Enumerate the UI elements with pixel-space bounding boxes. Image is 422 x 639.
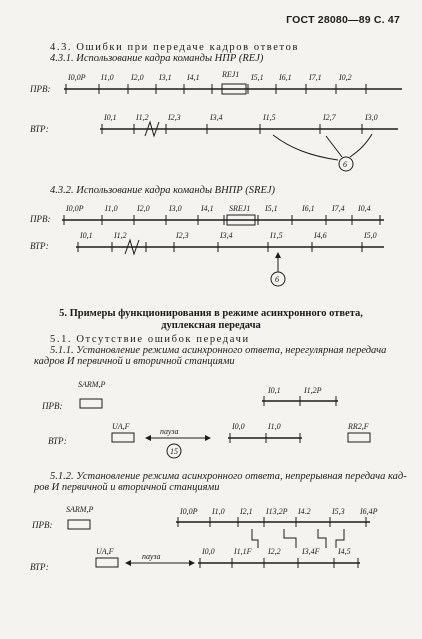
callout-number: 6 bbox=[343, 160, 347, 169]
svg-text:I2,1: I2,1 bbox=[240, 507, 253, 516]
vtr-frame-labels bbox=[103, 113, 378, 122]
svg-text:I3,0: I3,0 bbox=[169, 204, 182, 213]
svg-text:I1,2: I1,2 bbox=[136, 113, 149, 122]
svg-text:I2,7: I2,7 bbox=[323, 113, 336, 122]
section-5-1-title: 5.1. Отсутствие ошибок передачи bbox=[50, 334, 250, 345]
svg-text:I2,3: I2,3 bbox=[176, 231, 189, 240]
svg-text:I13,2P: I13,2P bbox=[266, 507, 288, 516]
vtr-label: ВТР: bbox=[48, 436, 67, 446]
section-5-title-line2: дуплексная передача bbox=[161, 320, 261, 331]
svg-text:I7,4: I7,4 bbox=[332, 204, 345, 213]
rr-frame-box bbox=[348, 433, 370, 442]
cross-reference-brackets bbox=[252, 529, 344, 548]
ua-frame-box bbox=[96, 558, 118, 567]
section-4-3-2-title: 4.3.2. Использование кадра команды ВНПР (SREJ) bbox=[50, 185, 276, 196]
svg-text:I2,0: I2,0 bbox=[131, 73, 144, 82]
svg-text:I1,5: I1,5 bbox=[263, 113, 276, 122]
pointer-arrow bbox=[350, 134, 372, 157]
arrow-head bbox=[275, 252, 281, 258]
svg-text:I2,2: I2,2 bbox=[268, 547, 281, 556]
timing-diagram-continuous bbox=[0, 502, 422, 582]
svg-text:I6,4P: I6,4P bbox=[360, 507, 378, 516]
svg-text:I0,0: I0,0 bbox=[202, 547, 215, 556]
svg-text:I1,0: I1,0 bbox=[268, 422, 281, 431]
vtr-frame-labels bbox=[79, 231, 377, 240]
callout-number: 6 bbox=[275, 275, 279, 284]
sarm-label: SARM,P bbox=[78, 380, 106, 389]
svg-text:REJ1: REJ1 bbox=[222, 70, 240, 79]
svg-text:I0,0: I0,0 bbox=[232, 422, 245, 431]
section-4-3-title: 4.3. Ошибки при передаче кадров ответов bbox=[50, 42, 300, 53]
prv-frame-labels bbox=[67, 70, 352, 82]
svg-text:I2,3: I2,3 bbox=[168, 113, 181, 122]
pause-label: пауза bbox=[142, 552, 161, 561]
svg-text:I6,1: I6,1 bbox=[302, 204, 315, 213]
svg-text:I1,5: I1,5 bbox=[270, 231, 283, 240]
sarm-frame-box bbox=[80, 399, 102, 408]
ua-label: UA,F bbox=[112, 422, 130, 431]
svg-text:I0,1: I0,1 bbox=[268, 386, 281, 395]
vtr-label: ВТР: bbox=[30, 241, 49, 251]
svg-text:I2,0: I2,0 bbox=[137, 204, 150, 213]
section-5-1-1-line1: 5.1.1. Установление режима асинхронного ответа, нерегулярная передача bbox=[50, 345, 387, 356]
svg-text:I3,4: I3,4 bbox=[210, 113, 223, 122]
svg-text:I7,1: I7,1 bbox=[309, 73, 322, 82]
svg-text:I1,2P: I1,2P bbox=[304, 386, 322, 395]
svg-text:I4,1: I4,1 bbox=[187, 73, 200, 82]
svg-text:SREJ1: SREJ1 bbox=[229, 204, 251, 213]
section-4-3-1-title: 4.3.1. Использование кадра команды НПР (REJ) bbox=[50, 53, 264, 64]
svg-text:I3,4F: I3,4F bbox=[302, 547, 320, 556]
section-5-1-1-line2: кадров И первичной и вторичной станциями bbox=[34, 356, 235, 367]
pointer-arrow bbox=[326, 136, 342, 157]
ua-frame-box bbox=[112, 433, 134, 442]
svg-text:I0,0P: I0,0P bbox=[180, 507, 198, 516]
svg-text:I1,0: I1,0 bbox=[105, 204, 118, 213]
callout-number: 15 bbox=[170, 447, 178, 456]
prv-label: ПРВ: bbox=[32, 520, 53, 530]
prv-label: ПРВ: bbox=[30, 84, 51, 94]
svg-text:I5,1: I5,1 bbox=[265, 204, 278, 213]
section-5-title-line1: 5. Примеры функционирования в режиме асинхронного ответа, bbox=[59, 308, 363, 319]
rr-label: RR2,F bbox=[348, 422, 369, 431]
sarm-label: SARM,P bbox=[66, 505, 94, 514]
frame-error-mark bbox=[125, 240, 139, 254]
section-5-1-2-line2: ров И первичной и вторичной станциями bbox=[34, 482, 220, 493]
prv-label: ПРВ: bbox=[30, 214, 51, 224]
timing-diagram-irregular bbox=[0, 377, 422, 472]
svg-text:I0,1: I0,1 bbox=[80, 231, 93, 240]
svg-text:I5,0: I5,0 bbox=[364, 231, 377, 240]
timing-diagram-srej bbox=[0, 200, 422, 290]
prv-frame-labels bbox=[65, 204, 371, 213]
ua-label: UA,F bbox=[96, 547, 114, 556]
svg-text:I0,4: I0,4 bbox=[358, 204, 371, 213]
svg-text:I4.2: I4.2 bbox=[298, 507, 311, 516]
vtr-label: ВТР: bbox=[30, 562, 49, 572]
svg-text:I1,0: I1,0 bbox=[212, 507, 225, 516]
svg-text:I4,1: I4,1 bbox=[201, 204, 214, 213]
svg-text:I6,1: I6,1 bbox=[279, 73, 292, 82]
svg-text:I1,2: I1,2 bbox=[114, 231, 127, 240]
svg-text:I3,0: I3,0 bbox=[365, 113, 378, 122]
frame-error-mark bbox=[145, 122, 159, 136]
svg-text:I3,1: I3,1 bbox=[159, 73, 172, 82]
svg-text:I0,0P: I0,0P bbox=[66, 204, 84, 213]
svg-text:I5,1: I5,1 bbox=[251, 73, 264, 82]
timing-diagram-rej bbox=[0, 64, 422, 179]
page-header: ГОСТ 28080—89 С. 47 bbox=[286, 14, 400, 26]
svg-text:I0,1: I0,1 bbox=[104, 113, 117, 122]
vtr-label: ВТР: bbox=[30, 124, 49, 134]
svg-text:I0,0P: I0,0P bbox=[68, 73, 86, 82]
prv-frame-labels bbox=[179, 507, 378, 516]
svg-text:I1,1F: I1,1F bbox=[234, 547, 252, 556]
svg-text:I4,6: I4,6 bbox=[314, 231, 327, 240]
svg-text:I0,2: I0,2 bbox=[339, 73, 352, 82]
section-5-1-2-line1: 5.1.2. Установление режима асинхронного ответа, непрерывная передача кад- bbox=[50, 471, 407, 482]
prv-label: ПРВ: bbox=[42, 401, 63, 411]
svg-text:I1,0: I1,0 bbox=[101, 73, 114, 82]
svg-text:I4,5: I4,5 bbox=[338, 547, 351, 556]
sarm-frame-box bbox=[68, 520, 90, 529]
vtr-frame-labels bbox=[201, 547, 351, 556]
pause-label: пауза bbox=[160, 427, 179, 436]
svg-text:I3,4: I3,4 bbox=[220, 231, 233, 240]
svg-text:I5,3: I5,3 bbox=[332, 507, 345, 516]
